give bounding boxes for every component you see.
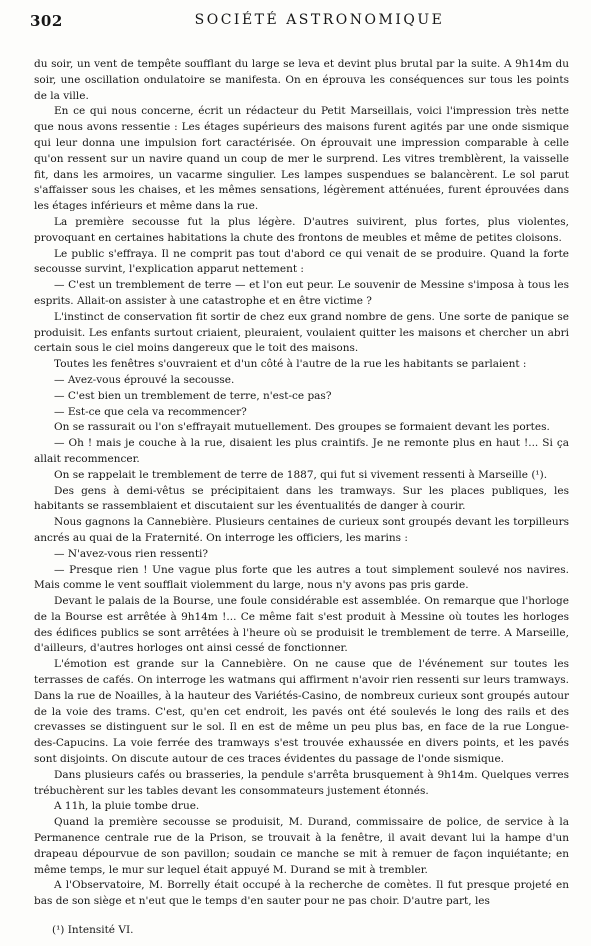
paragraph: On se rassurait ou l'on s'effrayait mutuellement. Des groupes se formaient devant les portes. — [54, 421, 550, 434]
paragraph: du soir, un vent de tempête soufflant du large se leva et devint plus brutal par la suite. A 9h14m du soir, une oscillation ondulatoire se manifesta. On en éprouva les conséquences sur tous les points de la ville. — [34, 58, 569, 102]
page-number: 302 — [30, 12, 63, 30]
paragraph: — C'est bien un tremblement de terre, n'est-ce pas? — [54, 389, 332, 402]
paragraph: — N'avez-vous rien ressenti? — [54, 547, 209, 560]
paragraph: L'instinct de conservation fit sortir de chez eux grand nombre de gens. Une sorte de panique se produisit. Les enfants surtout criaient, pleuraient, voulaient quitter les maisons et chercher un abri certain sous le ciel moins dangereux que le toit des maisons. — [34, 310, 569, 355]
paragraph: En ce qui nous concerne, écrit un rédacteur du Petit Marseillais, voici l'impression très nette que nous avons ressentie : Les étages supérieurs des maisons furent agités par une onde sismique qui leur donna une impulsion fort caractérisée. On éprouvait une impression comparable à celle qu'on ressent sur un navire quand un coup de mer le surprend. Les vitres tremblèrent, la vaisselle fit, dans les armoires, un vacarme singulier. Les lampes suspendues se balancèrent. Le sol parut s'affaisser sous les chaises, et les mêmes sensations, légèrement atténuées, furent éprouvées dans les étages inférieurs et même dans la rue. — [34, 105, 569, 213]
paragraph: A 11h, la pluie tombe drue. — [54, 800, 200, 813]
page-header — [30, 12, 575, 34]
running-title: SOCIÉTÉ ASTRONOMIQUE — [194, 12, 445, 28]
paragraph: — C'est un tremblement de terre — et l'on eut peur. Le souvenir de Messine s'imposa à tous les esprits. Allait-on assister à une catastrophe et en être victime ? — [34, 279, 569, 307]
paragraph: — Avez-vous éprouvé la secousse. — [54, 373, 235, 386]
paragraph: On se rappelait le tremblement de terre de 1887, qui fut si vivement ressenti à Marseille (¹). — [54, 468, 548, 481]
paragraph: Toutes les fenêtres s'ouvraient et d'un côté à l'autre de la rue les habitants se parlaient : — [54, 358, 527, 371]
paragraph: A l'Observatoire, M. Borrelly était occupé à la recherche de comètes. Il fut presque projeté en bas de son siège et n'eut que le temps d'en sauter pour ne pas choir. D'autre part, les — [34, 879, 569, 908]
paragraph: Devant le palais de la Bourse, une foule considérable est assemblée. On remarque que l'horloge de la Bourse est arrêtée à 9h14m !... Ce même fait s'est produit à Messine où toutes les horloges des édifices publics se sont arrêtées à l'heure où se produisit le tremblement de terre. A Marseille, d'ailleurs, d'autres horloges ont ainsi cessé de fonctionner. — [34, 595, 569, 655]
paragraph: Quand la première secousse se produisit, M. Durand, commissaire de police, de service à la Permanence centrale rue de la Prison, se trouvait à la fenêtre, il avait devant lui la hampe d'un drapeau dépourvue de son pavillon; soudain ce manche se mit à remuer de façon inquiétante; en même temps, le mur sur lequel était appuyé M. Durand se mit à trembler. — [34, 816, 569, 876]
paragraph: L'émotion est grande sur la Cannebière. On ne cause que de l'événement sur toutes les terrasses de cafés. On interroge les watmans qui affirment n'avoir rien ressenti sur leurs tramways. Dans la rue de Noailles, à la hauteur des Variétés-Casino, de nombreux curieux sont groupés autour de la voie des trams. C'est, qu'en cet endroit, les pavés ont été soulevés le long des rails et des crevasses se distinguent sur le sol. Il en est de même un peu plus bas, en face de la rue Longue-des-Capucins. La voie ferrée des tramways s'est trouvée exhaussée en divers points, et les pavés sont disjoints. On discute autour de ces traces évidentes du passage de l'onde sismique. — [34, 658, 569, 766]
paragraph: La première secousse fut la plus légère. D'autres suivirent, plus fortes, plus violentes, provoquant en certaines habitations la chute des frontons de meubles et même de petites cloisons. — [34, 215, 569, 244]
paragraph: Nous gagnons la Cannebière. Plusieurs centaines de curieux sont groupés devant les torpilleurs ancrés au quai de la Fraternité. On interroge les officiers, les marins : — [34, 516, 569, 544]
paragraph: Des gens à demi-vêtus se précipitaient dans les tramways. Sur les places publiques, les habitants se rassemblaient et discutaient sur les éventualités de danger à courir. — [34, 484, 569, 513]
paragraph: — Presque rien ! Une vague plus forte que les autres a tout simplement soulevé nos navires. Mais comme le vent soufflait violemment du large, nous n'y avons pas pris garde. — [34, 563, 569, 592]
paragraph: — Est-ce que cela va recommencer? — [54, 405, 247, 418]
body-text — [34, 57, 569, 910]
paragraph: — Oh ! mais je couche à la rue, disaient les plus craintifs. Je ne remonte plus en haut !... Si ça allait recommencer. — [34, 437, 569, 465]
paragraph: Le public s'effraya. Il ne comprit pas tout d'abord ce qui venait de se produire. Quand la forte secousse survint, l'explication apparut nettement : — [34, 247, 569, 276]
paragraph: Dans plusieurs cafés ou brasseries, la pendule s'arrêta brusquement à 9h14m. Quelques verres trébuchèrent sur les tables devant les consommateurs justement étonnés. — [34, 768, 569, 797]
footnote: (¹) Intensité VI. — [52, 924, 134, 936]
